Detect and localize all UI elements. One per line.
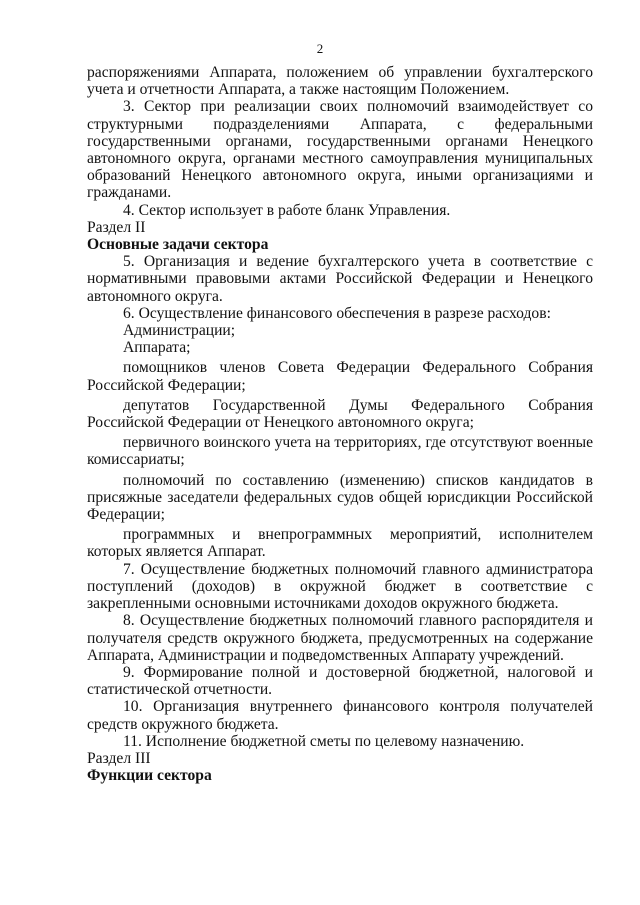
paragraph-3: 3. Сектор при реализации своих полномочий взаимодействует со структурными подразделениями Аппарата, с федеральными государственными органами, государственными органами Ненецкого автономного округа, органами местного самоуправления муниципальных образований Ненецкого автономного округа, иными организациями и гражданами. [87,98,593,202]
list-item-administration: Администрации; [123,322,236,340]
paragraph-7: 7. Осуществление бюджетных полномочий главного администратора поступлений (доходов) в окружной бюджет в соответствие с закрепленными основными источниками доходов окружного бюджета. [87,560,593,613]
section-2-label: Раздел II [87,218,146,236]
document-body [87,64,593,784]
paragraph-4: 4. Сектор использует в работе бланк Управления. [123,201,451,219]
paragraph-continuation: распоряжениями Аппарата, положением об управлении бухгалтерского учета и отчетности Аппарата, а также настоящим Положением. [87,64,593,99]
list-item-state-duma: депутатов Государственной Думы Федерального Собрания Российской Федерации от Ненецкого автономного округа; [87,396,593,432]
paragraph-5: 5. Организация и ведение бухгалтерского учета в соответствие с нормативными правовыми актами Российской Федерации и Ненецкого автономного округа. [87,253,593,305]
list-item-apparatus: Аппарата; [123,339,191,357]
paragraph-8: 8. Осуществление бюджетных полномочий главного распорядителя и получателя средств окружного бюджета, предусмотренных на содержание Аппарата, Администрации и подведомственных Аппарату учреждений. [87,612,593,664]
section-2-title: Основные задачи сектора [87,236,269,254]
section-3-label: Раздел III [87,749,151,767]
paragraph-6: 6. Осуществление финансового обеспечения в разрезе расходов: [123,304,551,322]
page-number: 2 [316,41,324,56]
paragraph-9: 9. Формирование полной и достоверной бюджетной, налоговой и статистической отчетности. [87,663,593,699]
paragraph-10: 10. Организация внутреннего финансового контроля получателей средств окружного бюджета. [87,698,593,733]
list-item-federation-council: помощников членов Совета Федерации Федерального Собрания Российской Федерации; [87,359,593,394]
paragraph-11: 11. Исполнение бюджетной сметы по целевому назначению. [123,732,525,750]
list-item-jurors: полномочий по составлению (изменению) списков кандидатов в присяжные заседатели федеральных судов общей юрисдикции Российской Федерации; [87,471,593,524]
section-3-title: Функции сектора [87,767,212,785]
list-item-programs: программных и внепрограммных мероприятий, исполнителем которых является Аппарат. [87,526,593,561]
list-item-military-registration: первичного воинского учета на территориях, где отсутствуют военные комиссариаты; [87,434,593,469]
